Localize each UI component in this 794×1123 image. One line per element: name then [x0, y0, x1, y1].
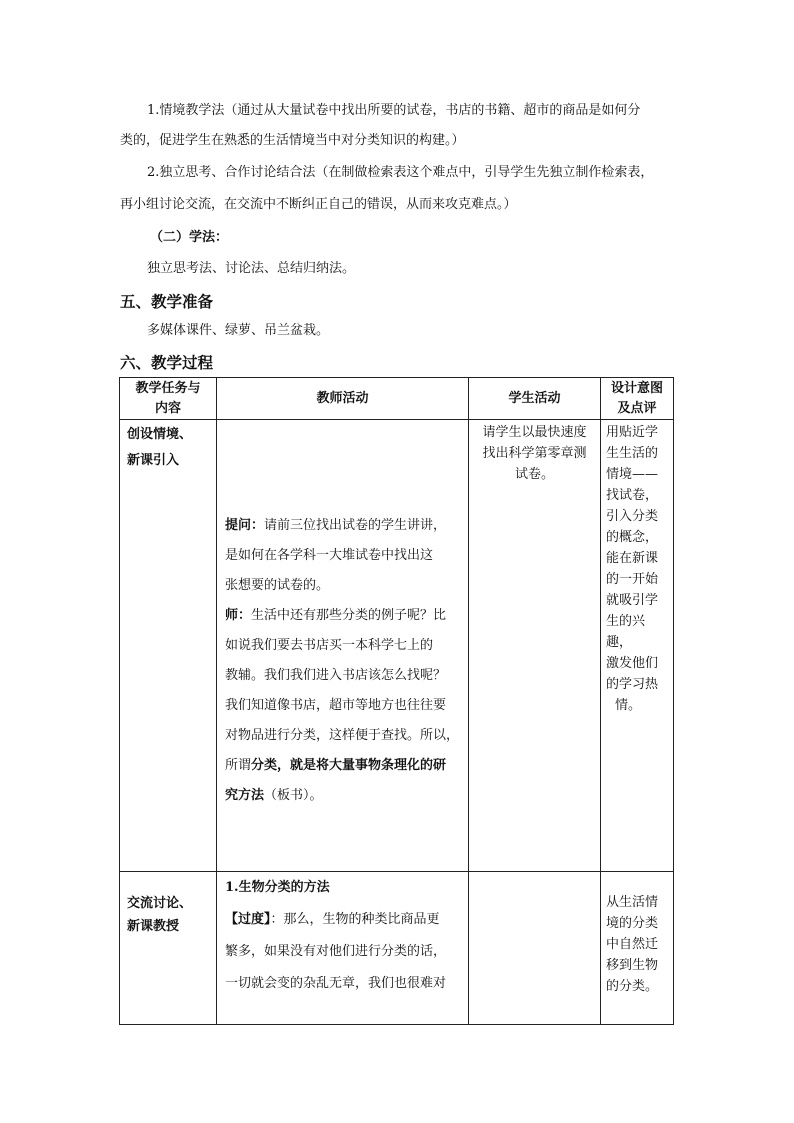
table-row-discussion	[120, 872, 674, 1025]
row1-task-line-1: 创设情境、	[127, 427, 193, 442]
student-line-2: 找出科学第零章测	[482, 446, 587, 461]
design-line: 的学习热	[606, 677, 659, 692]
question-line-1: 请前三位找出试卷的学生讲讲，	[264, 518, 447, 533]
row1-task-line-2: 新课引入	[127, 453, 180, 468]
section-6-heading: 六、教学过程	[120, 353, 214, 372]
teacher-line-2: 如说我们要去书店买一本科学七上的	[225, 638, 434, 653]
transition-line-3: 一切就会变的杂乱无章，我们也很难对	[225, 976, 447, 991]
row2-task-line-2: 新课教授	[127, 919, 180, 934]
method-item-2-line-1: 2.独立思考、合作讨论结合法（在制做检索表这个难点中，引导学生先独立制作检索表，	[147, 165, 654, 180]
row2-teacher-cell	[217, 872, 469, 1025]
header-task-line-2: 内容	[154, 400, 181, 416]
header-task	[120, 378, 217, 420]
teacher-line-1: 生活中还有那些分类的例子呢？比	[251, 608, 447, 623]
table-row-intro	[120, 420, 674, 872]
row1-student-cell	[469, 420, 601, 872]
teacher-line-4: 我们知道像书店，超市等地方也往往要	[225, 698, 447, 713]
teacher-label: 师：	[225, 608, 252, 623]
row2-section-title: 1.生物分类的方法	[225, 880, 330, 895]
teacher-line-6-bold: 分类，就是将大量事物条理化的研	[251, 758, 447, 773]
student-line-3: 试卷。	[514, 467, 554, 482]
header-student-activity: 学生活动	[469, 378, 601, 420]
row1-design-cell	[601, 420, 674, 872]
teaching-process-table	[119, 377, 674, 1025]
design2-line: 从生活情	[606, 895, 659, 910]
row2-task-cell	[120, 872, 217, 1025]
header-design-intent	[601, 378, 674, 420]
design2-line: 境的分类	[606, 916, 659, 931]
row1-teacher-cell	[217, 420, 469, 872]
method-item-2-line-2: 再小组讨论交流，在交流中不断纠正自己的错误，从而来攻克难点。）	[120, 197, 517, 212]
method-item-1-line-2: 类的，促进学生在熟悉的生活情境当中对分类知识的构建。）	[120, 133, 465, 148]
design-line: 用贴近学	[606, 425, 659, 440]
design-line: 能在新课	[606, 551, 659, 566]
design-line: 情。	[615, 698, 642, 713]
teacher-line-7-post: （板书）。	[264, 788, 323, 803]
question-label: 提问：	[225, 518, 265, 533]
design-line: 激发他们	[606, 656, 659, 671]
design-line: 引入分类	[606, 509, 659, 524]
design-line: 情境——	[606, 467, 659, 482]
teacher-line-7-bold: 究方法	[225, 788, 265, 803]
learning-method-text: 独立思考法、讨论法、总结归纳法。	[147, 261, 356, 276]
section-5-heading: 五、教学准备	[120, 292, 214, 311]
teacher-line-3: 教辅。我们我们进入书店该怎么找呢？	[225, 668, 447, 683]
transition-line-2: 繁多，如果没有对他们进行分类的话，	[225, 944, 447, 959]
design2-line: 移到生物	[606, 958, 659, 973]
header-teacher-activity: 教师活动	[217, 378, 469, 420]
teacher-line-5: 对物品进行分类，这样便于查找。所以，	[225, 728, 460, 743]
design-line: 就吸引学	[606, 593, 659, 608]
row2-student-cell	[469, 872, 601, 1025]
design-line: 生生活的	[606, 446, 659, 461]
design-line: 的一开始	[606, 572, 659, 587]
question-line-3: 张想要的试卷的。	[225, 578, 330, 593]
header-design-line-1: 设计意图	[610, 380, 663, 396]
method-item-1-line-1: 1.情境教学法（通过从大量试卷中找出所要的试卷，书店的书籍、超市的商品是如何分	[147, 103, 641, 118]
student-line-1: 请学生以最快速度	[482, 425, 587, 440]
row2-design-cell	[601, 872, 674, 1025]
design2-line: 中自然迁	[606, 937, 659, 952]
row1-task-cell	[120, 420, 217, 872]
header-design-line-2: 及点评	[617, 400, 657, 416]
section-5-text: 多媒体课件、绿萝、吊兰盆栽。	[147, 323, 330, 338]
question-line-2: 是如何在各学科一大堆试卷中找出这	[225, 548, 434, 563]
design-line: 的概念，	[606, 530, 659, 545]
design-line: 找试卷，	[606, 488, 659, 503]
transition-label: 【过度】	[225, 912, 271, 927]
row2-task-line-1: 交流讨论、	[127, 896, 193, 911]
table-header-row	[120, 378, 674, 420]
header-task-line-1: 教学任务与	[135, 380, 201, 396]
design-line: 生的兴趣，	[606, 614, 646, 650]
design2-line: 的分类。	[606, 979, 659, 994]
transition-line-1: ：那么，生物的种类比商品更	[270, 912, 440, 927]
teacher-line-6-pre: 所谓	[225, 758, 252, 773]
learning-method-heading: （二）学法：	[150, 230, 229, 245]
